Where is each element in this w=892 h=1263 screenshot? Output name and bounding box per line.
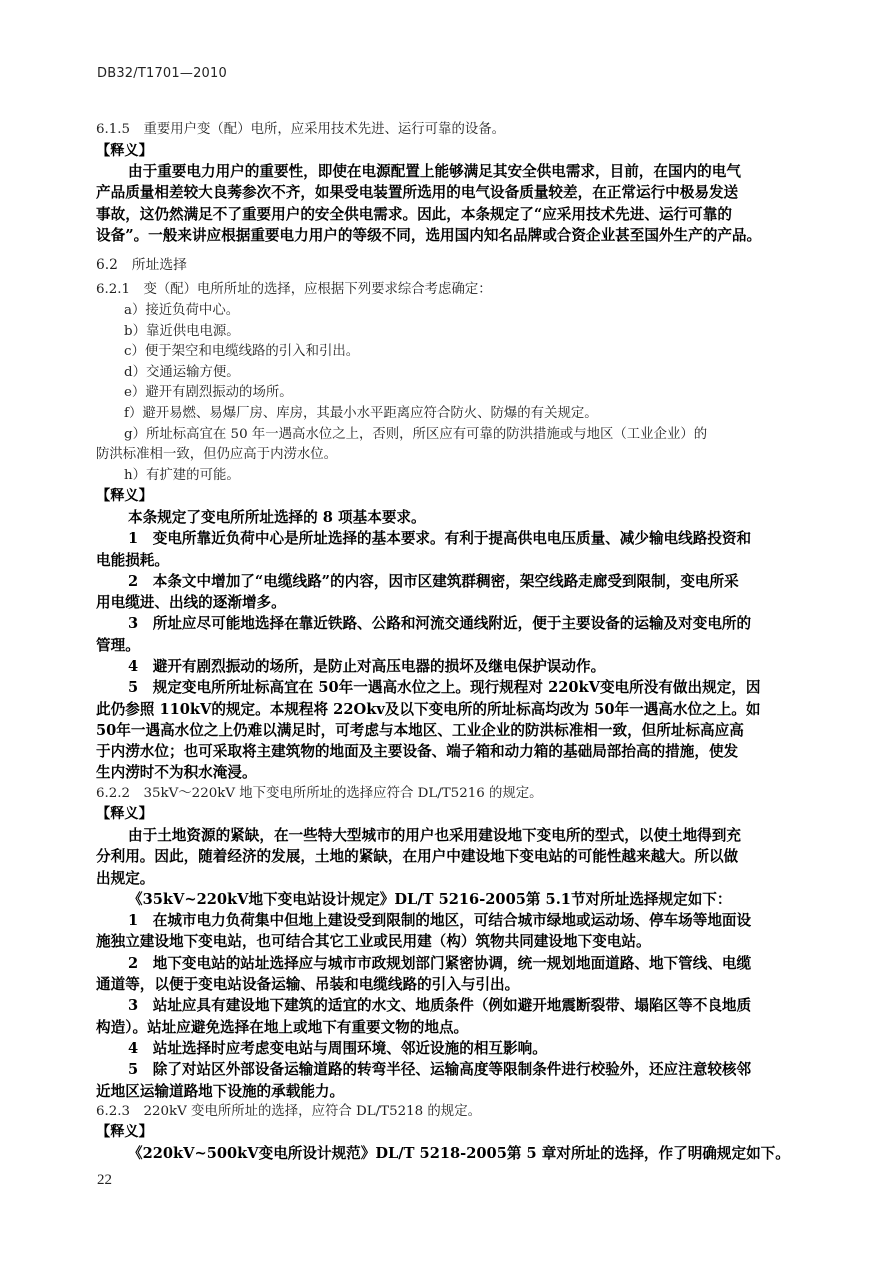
document-code-header: DB32/T1701—2010 [97,66,227,81]
list-item: f）避开易燃、易爆厂房、库房，其最小水平距离应符合防火、防爆的有关规定。 [124,405,598,421]
interpretation-point-2: 2 本条文中增加了“电缆线路”的内容，因市区建筑群稠密，架空线路走廊受到限制，变电所采 [128,572,739,590]
interpretation-point-1: 1 变电所靠近负荷中心是所址选择的基本要求。有利于提高供电电压质量、减少输电线路投资和 [128,530,752,548]
quoted-item-5: 5 除了对站区外部设备运输道路的转弯半径、运输高度等限制条件进行校验外，还应注意较核邻 [128,1061,752,1079]
document-body [96,120,798,1164]
interpretation-paragraph-line: 由于土地资源的紧缺，在一些特大型城市的用户也采用建设地下变电所的型式，以使土地得到充 [128,826,741,844]
list-item: b）靠近供电电源。 [124,323,240,339]
clause-6-2-2: 6.2.2 35kV～220kV 地下变电所所址的选择应符合 DL/T5216 的规定。 [96,785,543,801]
clause-6-2-1: 6.2.1 变（配）电所所址的选择，应根据下列要求综合考虑确定： [96,282,492,298]
interpretation-point-5: 5 规定变电所所址标高宜在 50年一遇高水位之上。现行规程对 220kV变电所没有做出规定，因 [128,679,761,697]
quoted-item-5-cont: 近地区运输道路地下设施的承载能力。 [96,1082,345,1100]
quoted-item-4: 4 站址选择时应考虑变电站与周围环境、邻近设施的相互影响。 [128,1039,547,1057]
interpretation-point-5-cont: 50年一遇高水位之上仍难以满足时，可考虑与本地区、工业企业的防洪标准相一致，但所址标高应高 [96,721,744,739]
interpretation-heading: 【释义】 [96,142,153,159]
quoted-item-3: 3 站址应具有建设地下建筑的适宜的水文、地质条件（例如避开地震断裂带、塌陷区等不良地质 [128,997,752,1015]
standard-reference: 《220kV~500kV变电所设计规范》DL/T 5218-2005第 5 章对所址的选择，作了明确规定如下。 [128,1145,790,1162]
quoted-item-1: 1 在城市电力负荷集中但地上建设受到限制的地区，可结合城市绿地或运动场、停车场等地面设 [128,912,752,930]
interpretation-paragraph-line: 产品质量相差较大良莠参次不齐，如果受电装置所选用的电气设备质量较差，在正常运行中极易发送 [96,184,739,202]
list-item: c）便于架空和电缆线路的引入和引出。 [124,344,360,360]
list-item: g）所址标高宜在 50 年一遇高水位之上，否则，所区应有可靠的防洪措施或与地区（工业企业）的 [124,426,708,442]
interpretation-point-3-cont: 管理。 [96,636,140,654]
interpretation-point-1-cont: 电能损耗。 [96,551,169,569]
interpretation-point-5-cont: 于内涝水位；也可采取将主建筑物的地面及主要设备、端子箱和动力箱的基础局部抬高的措施，使发 [96,743,739,761]
quoted-item-2: 2 地下变电站的站址选择应与城市市政规划部门紧密协调，统一规划地面道路、地下管线、电缆 [128,954,752,972]
interpretation-point-2-cont: 用电缆进、出线的逐渐增多。 [96,594,286,612]
interpretation-heading: 【释义】 [96,1124,153,1141]
interpretation-heading: 【释义】 [96,806,153,823]
page-number: 22 [97,1172,112,1188]
quoted-item-1-cont: 施独立建设地下变电站，也可结合其它工业或民用建（构）筑物共同建设地下变电站。 [96,933,651,951]
clause-6-1-5: 6.1.5 重要用户变（配）电所，应采用技术先进、运行可靠的设备。 [96,122,506,137]
interpretation-paragraph-line: 由于重要电力用户的重要性，即使在电源配置上能够满足其安全供电需求，目前，在国内的电气 [128,163,741,181]
interpretation-paragraph-line: 分利用。因此，随着经济的发展，土地的紧缺，在用户中建设地下变电站的可能性越来越大。所以做 [96,848,739,866]
standard-reference: 《35kV~220kV地下变电站设计规定》DL/T 5216-2005第 5.1节对所址选择规定如下： [128,890,732,908]
interpretation-intro: 本条规定了变电所所址选择的 8 项基本要求。 [128,508,426,526]
interpretation-heading: 【释义】 [96,488,153,505]
interpretation-paragraph-line: 事故，这仍然满足不了重要用户的安全供电需求。因此，本条规定了“应采用技术先进、运行可靠的 [96,205,732,223]
interpretation-point-5-cont: 此仍参照 110kV的规定。本规程将 22Okv及以下变电所的所址标高均改为 50年一遇高水位之上。如 [96,700,761,718]
interpretation-point-4: 4 避开有剧烈振动的场所，是防止对高压电器的损坏及继电保护误动作。 [128,657,606,675]
section-heading-6-2: 6.2 所址选择 [96,257,187,274]
quoted-item-3-cont: 构造）。站址应避免选择在地上或地下有重要文物的地点。 [96,1018,469,1036]
interpretation-point-3: 3 所址应尽可能地选择在靠近铁路、公路和河流交通线附近，便于主要设备的运输及对变电所的 [128,615,752,633]
list-item-continuation: 防洪标准相一致，但仍应高于内涝水位。 [96,447,338,463]
interpretation-point-5-cont: 生内涝时不为积水淹浸。 [96,764,257,782]
interpretation-paragraph-line: 设备”。一般来讲应根据重要电力用户的等级不同，选用国内知名品牌或合资企业甚至国外生产的产品。 [96,227,762,245]
quoted-item-2-cont: 通道等，以便于变电站设备运输、吊装和电缆线路的引入与引出。 [96,976,520,994]
list-item: e）避开有剧烈振动的场所。 [124,385,293,401]
interpretation-paragraph-line: 出规定。 [96,869,155,887]
list-item: a）接近负荷中心。 [124,302,240,318]
clause-6-2-3: 6.2.3 220kV 变电所所址的选择，应符合 DL/T5218 的规定。 [96,1103,481,1119]
list-item: d）交通运输方便。 [124,364,240,380]
list-item: h）有扩建的可能。 [124,467,240,483]
